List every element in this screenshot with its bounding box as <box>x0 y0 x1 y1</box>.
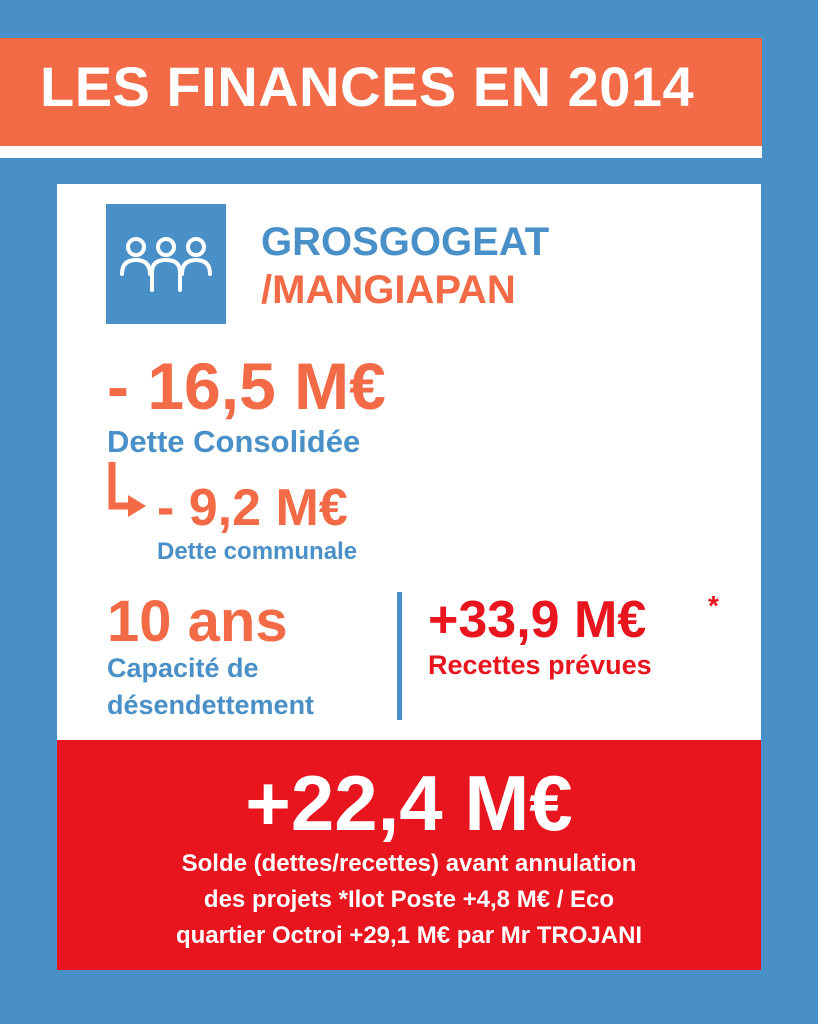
title-underline <box>0 146 762 158</box>
page-title: LES FINANCES EN 2014 <box>40 55 695 118</box>
balance-description-line: Solde (dettes/recettes) avant annulation <box>181 850 637 877</box>
group-of-people-icon <box>106 204 226 324</box>
deleveraging-capacity-label: Capacité de désendettement <box>107 653 315 720</box>
deleveraging-years-value: 10 ans <box>107 589 288 654</box>
balance-description-line: des projets *Ilot Poste +4,8 M€ / Eco <box>203 886 615 913</box>
commune-debt-value: - 9,2 M€ <box>157 479 348 537</box>
candidate-names-line2: /MANGIAPAN <box>261 268 516 312</box>
vertical-divider <box>397 592 402 720</box>
balance-description <box>57 846 761 954</box>
planned-revenue-value: +33,9 M€ <box>428 591 647 649</box>
consolidated-debt-label: Dette Consolidée <box>107 424 361 459</box>
balance-description-line: quartier Octroi +29,1 M€ par Mr TROJANI <box>175 922 643 949</box>
consolidated-debt-value: - 16,5 M€ <box>107 349 386 423</box>
commune-debt-label: Dette communale <box>157 538 358 565</box>
revenue-footnote-mark: * <box>708 590 719 621</box>
balance-value: +22,4 M€ <box>245 759 573 847</box>
sub-item-arrow-icon <box>108 462 158 527</box>
planned-revenue-label: Recettes prévues <box>428 650 652 680</box>
candidate-names-line1: GROSGOGEAT <box>261 220 550 264</box>
